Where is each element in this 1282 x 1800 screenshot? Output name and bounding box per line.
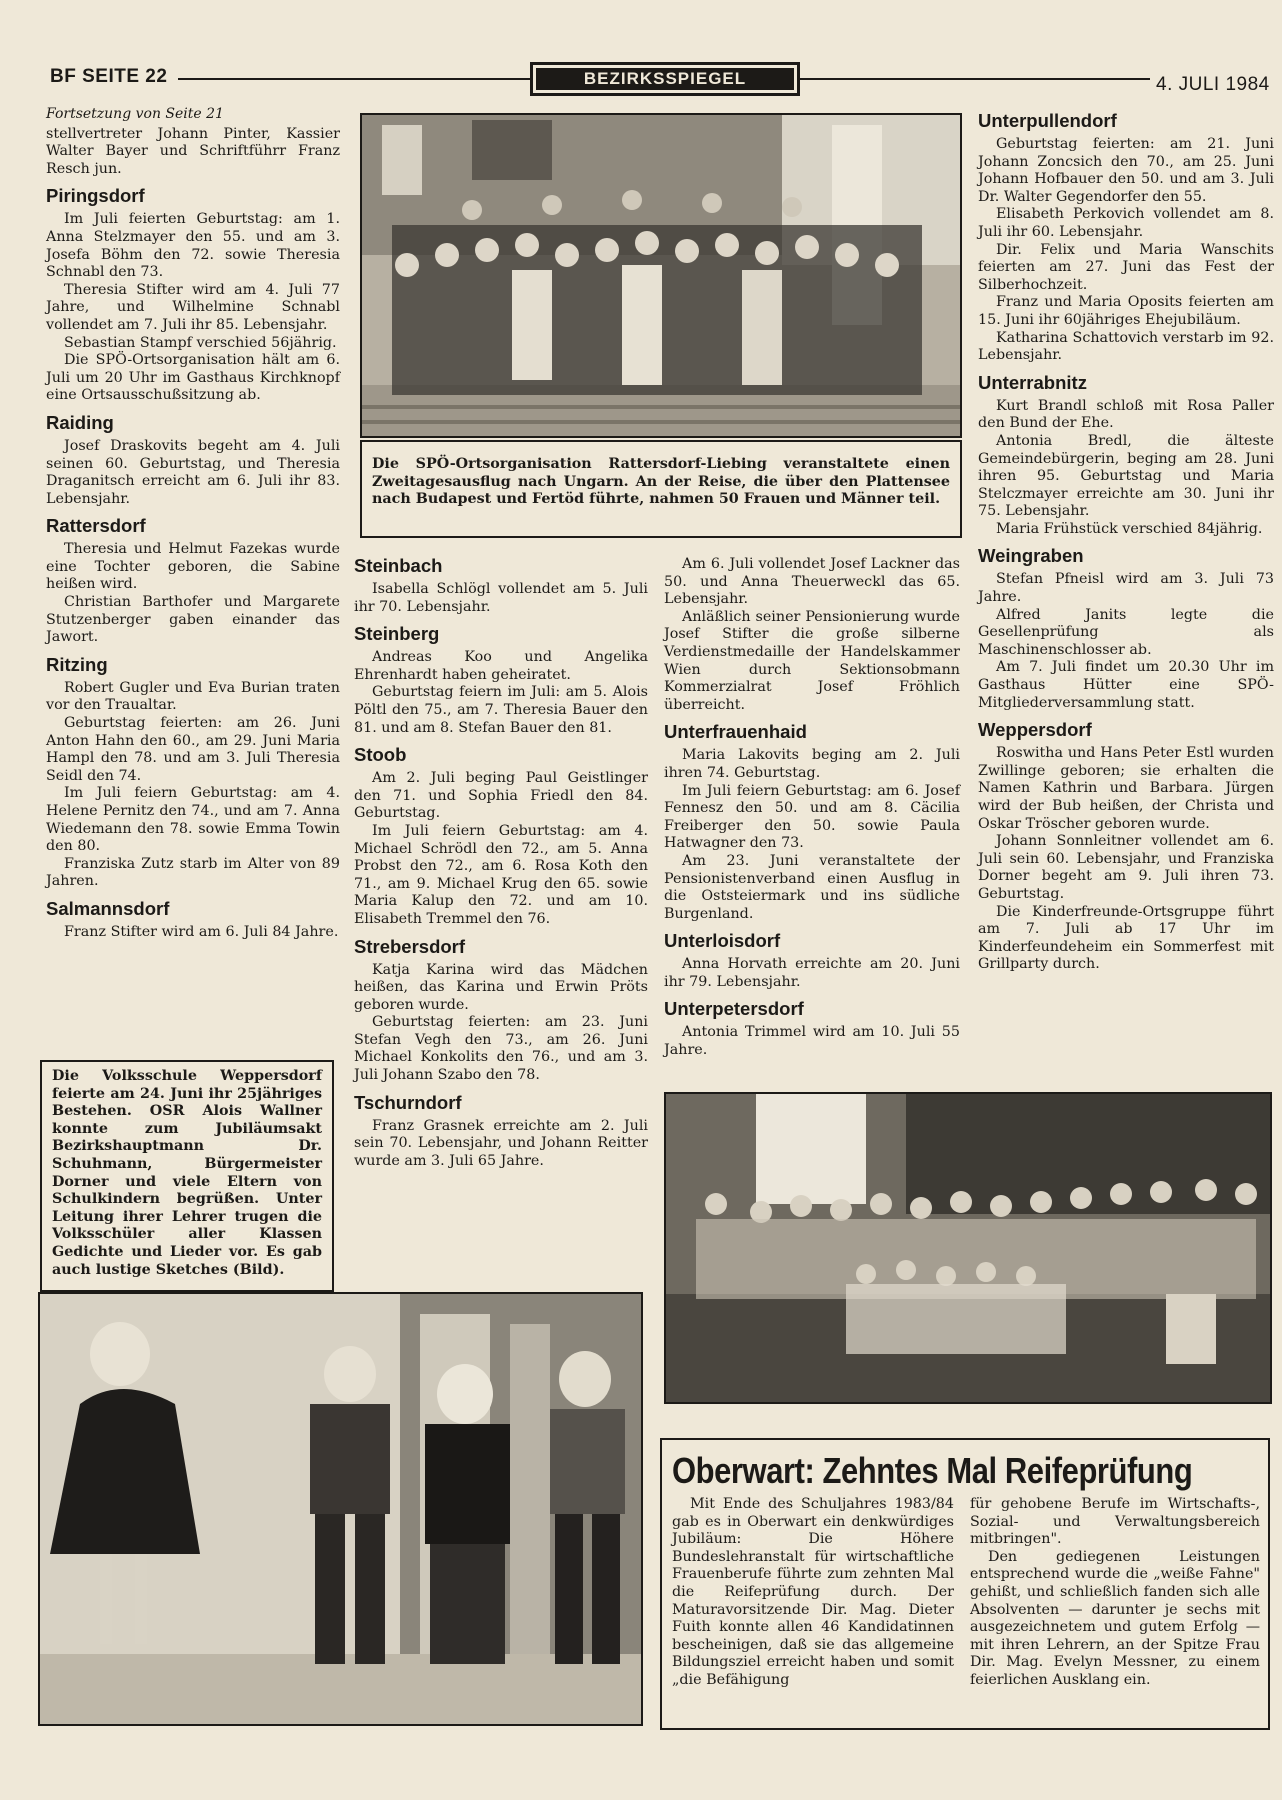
- paragraph: Johann Sonnleitner vollendet am 6. Juli sein 60. Lebensjahr, und Franziska Dorner begeht am 9. Juli ihren 73. Geburtstag.: [978, 833, 1274, 902]
- photo-graduates: [664, 1092, 1272, 1404]
- paragraph: Elisabeth Perkovich vollendet am 8. Juli ihr 60. Lebensjahr.: [978, 206, 1274, 240]
- photo-graduates-image: [666, 1094, 1272, 1404]
- heading-salmannsdorf: Salmannsdorf: [46, 897, 170, 919]
- heading-stoob: Stoob: [354, 744, 407, 766]
- heading-steinberg: Steinberg: [354, 623, 440, 645]
- paragraph: Alfred Janits legte die Gesellenprüfung als Maschinenschlosser ab.: [978, 606, 1274, 658]
- paragraph: Josef Draskovits begeht am 4. Juli seinen 60. Geburtstag, und Theresia Draganitsch erreicht am 6. Juli ihr 83. Lebensjahr.: [46, 437, 340, 507]
- paragraph: Christian Barthofer und Margarete Stutzenberger gaben einander das Jawort.: [46, 594, 340, 646]
- heading-unterfrauenhaid: Unterfrauenhaid: [664, 721, 807, 743]
- paragraph: Mit Ende des Schuljahres 1983/84 gab es in Oberwart ein denkwürdiges Jubiläum: Die Höhere Bundeslehranstalt für wirtschaftliche Frauenberufe führte zum zehnten Mal die Reifeprüfung durch. Der Maturavorsitzende Dir. Mag. Dieter Fuith konnte allen 46 Kandidatinnen bescheinigen, daß sie das allgemeine Bildungsziel erreicht haben und somit „die Befähigung: [672, 1496, 954, 1688]
- paragraph: Andreas Koo und Angelika Ehrenhardt haben geheiratet.: [354, 649, 648, 683]
- school-caption: Die Volksschule Weppersdorf feierte am 24. Juni ihr 25jähriges Bestehen. OSR Alois Wallner konnte zum Jubiläumsakt Bezirkshauptmann Dr. Schuhmann, Bürgermeister Dorner und viele Eltern von Schulkindern begrüßen. Unter Leitung ihrer Lehrer trugen die Volksschüler aller Klassen Gedichte und Lieder vor. Es gab auch lustige Sketches (Bild).: [40, 1060, 334, 1292]
- paragraph: Im Juli feiern Geburtstag: am 4. Helene Pernitz den 74., und am 7. Anna Wiedemann den 78. sowie Emma Towin den 80.: [46, 785, 340, 855]
- trip-caption: Die SPÖ-Ortsorganisation Rattersdorf-Liebing veranstaltete einen Zweitagesausflug nach Ungarn. An der Reise, die über den Plattensee nach Budapest und Fertöd führte, nahmen 50 Frauen und Männer teil.: [360, 440, 962, 538]
- paragraph: Anna Horvath erreichte am 20. Juni ihr 79. Lebensjahr.: [664, 956, 960, 990]
- paragraph: Sebastian Stampf verschied 56jährig.: [64, 334, 337, 351]
- heading-steinbach: Steinbach: [354, 555, 443, 576]
- paragraph: Dir. Felix und Maria Wanschits feierten am 27. Juni das Fest der Silberhochzeit.: [978, 241, 1274, 293]
- section-badge: [530, 62, 800, 96]
- heading-piringsdorf: Piringsdorf: [46, 185, 145, 207]
- paragraph: Franz Grasnek erreichte am 2. Juli sein 70. Lebensjahr, und Johann Reitter wurde am 3. Juli 65 Jahre.: [354, 1117, 648, 1169]
- page-date: 4. JULI 1984: [1156, 74, 1270, 95]
- paragraph: Die Kinderfreunde-Ortsgruppe führt am 7. Juli ab 17 Uhr im Kinderfeundeheim ein Sommerfest mit Grillparty durch.: [978, 903, 1274, 973]
- paragraph: Geburtstag feierten: am 23. Juni Stefan Vegh den 73., am 26. Juni Michael Konkolits den 76., und am 3. Juli Johann Szabo den 78.: [354, 1014, 648, 1084]
- paragraph: Katharina Schattovich verstarb im 92. Lebensjahr.: [978, 329, 1274, 364]
- paragraph: Robert Gugler und Eva Burian traten vor den Traualtar.: [46, 679, 340, 714]
- intro-text: stellvertreter Johann Pinter, Kassier Walter Bayer und Schriftführr Franz Resch jun.: [46, 125, 340, 177]
- paragraph: Am 6. Juli vollendet Josef Lackner das 50. und Anna Theuerweckl das 65. Lebensjahr.: [664, 556, 960, 608]
- page-label: BF SEITE 22: [50, 66, 168, 87]
- section-title: BEZIRKSSPIEGEL: [536, 68, 794, 90]
- oberwart-column-b: [970, 1496, 1260, 1690]
- paragraph: Franz Stifter wird am 6. Juli 84 Jahre.: [64, 923, 339, 940]
- paragraph: Franziska Zutz starb im Alter von 89 Jahren.: [46, 855, 340, 890]
- paragraph: Antonia Trimmel wird am 10. Juli 55 Jahre.: [664, 1024, 960, 1059]
- paragraph: Theresia Stifter wird am 4. Juli 77 Jahre, und Wilhelmine Schnabl vollendet am 7. Juli ihr 85. Lebensjahr.: [46, 281, 340, 333]
- paragraph: Die SPÖ-Ortsorganisation hält am 6. Juli um 20 Uhr im Gasthaus Kirchknopf eine Ortsausschußsitzung ab.: [46, 352, 340, 404]
- column-1: [46, 106, 340, 942]
- paragraph: Kurt Brandl schloß mit Rosa Paller den Bund der Ehe.: [978, 397, 1274, 432]
- paragraph: für gehobene Berufe im Wirtschafts-, Sozial- und Verwaltungsbereich mitbringen".: [970, 1496, 1260, 1548]
- oberwart-column-a: [672, 1496, 954, 1690]
- paragraph: Roswitha und Hans Peter Estl wurden Zwillinge geboren; sie erhalten die Namen Kathrin und Barbara. Jürgen wird der Bub heißen, der Christa und Oskar Tröscher geboren wurde.: [978, 745, 1274, 832]
- photo-school-children: [38, 1292, 643, 1726]
- paragraph: Am 23. Juni veranstaltete der Pensionistenverband einen Ausflug in die Oststeiermark und ins südliche Burgenland.: [664, 852, 960, 922]
- paragraph: Maria Lakovits beging am 2. Juli ihren 74. Geburtstag.: [664, 747, 960, 781]
- heading-unterpetersdorf: Unterpetersdorf: [664, 998, 804, 1020]
- heading-tschurndorf: Tschurndorf: [354, 1091, 462, 1113]
- paragraph: Franz und Maria Oposits feierten am 15. Juni ihr 60jähriges Ehejubiläum.: [978, 294, 1274, 328]
- paragraph: Im Juli feiern Geburtstag: am 4. Michael Schrödl den 72., am 5. Anna Probst den 72., am 6. Rosa Koth den 71., am 9. Michael Krug den 65. sowie Maria Kalup den 72. und am 10. Elisabeth Tremmel den 76.: [354, 822, 648, 927]
- heading-raiding: Raiding: [46, 411, 114, 433]
- paragraph: Isabella Schlögl vollendet am 5. Juli ihr 70. Lebensjahr.: [354, 581, 648, 615]
- paragraph: Geburtstag feiern im Juli: am 5. Alois Pöltl den 75., am 7. Theresia Bauer den 81. und am 8. Stefan Bauer den 81.: [354, 684, 648, 736]
- photo-group-trip-image: [362, 115, 962, 438]
- paragraph: Geburtstag feierten: am 26. Juni Anton Hahn den 60., am 29. Juni Maria Hampl den 78. und am 3. Juli Theresia Seidl den 74.: [46, 715, 340, 784]
- heading-weingraben: Weingraben: [978, 545, 1084, 567]
- paragraph: Katja Karina wird das Mädchen heißen, das Karina und Erwin Pröts geboren wurde.: [354, 961, 648, 1013]
- paragraph: Den gediegenen Leistungen entsprechend wurde die „weiße Fahne" gehißt, und schließlich fanden sich alle Absolventen — darunter je sechs mit ausgezeichnetem und gutem Erfolg — mit ihren Lehrern, an der Spitze Frau Dir. Mag. Evelyn Messner, zu einem feierlichen Ausklang ein.: [970, 1548, 1260, 1688]
- paragraph: Stefan Pfneisl wird am 3. Juli 73 Jahre.: [978, 571, 1274, 606]
- paragraph: Im Juli feierten Geburtstag: am 1. Anna Stelzmayer den 55. und am 3. Josefa Böhm den 72. sowie Theresia Schnabl den 73.: [46, 211, 340, 281]
- heading-unterrabnitz: Unterrabnitz: [978, 371, 1087, 393]
- paragraph: Anläßlich seiner Pensionierung wurde Josef Stifter die große silberne Verdienstmedaille der Handelskammer Wien durch Sektionsobmann Kommerzialrat Josef Fröhlich überreicht.: [664, 608, 960, 713]
- paragraph: Maria Frühstück verschied 84jährig.: [996, 520, 1263, 537]
- paragraph: Am 7. Juli findet um 20.30 Uhr im Gasthaus Hütter eine SPÖ-Mitgliederversammlung statt.: [978, 659, 1274, 711]
- column-4: [978, 110, 1274, 974]
- paragraph: Theresia und Helmut Fazekas wurde eine Tochter geboren, die Sabine heißen wird.: [46, 541, 340, 593]
- heading-unterpullendorf: Unterpullendorf: [978, 110, 1117, 131]
- column-3: [664, 556, 960, 1060]
- paragraph: Antonia Bredl, die älteste Gemeindebürgerin, beging am 28. Juni ihren 95. Geburtstag und Maria Stelczmayer erreichte am 30. Juni ihr 75. Lebensjahr.: [978, 432, 1274, 520]
- heading-rattersdorf: Rattersdorf: [46, 515, 146, 537]
- heading-unterloisdorf: Unterloisdorf: [664, 930, 781, 952]
- paragraph: Geburtstag feierten: am 21. Juni Johann Zoncsich den 70., am 25. Juni Johann Hofbauer den 50. und am 3. Juli Dr. Walter Gegendorfer den 55.: [978, 136, 1274, 205]
- continuation-note: Fortsetzung von Seite 21: [46, 106, 224, 122]
- paragraph: Am 2. Juli beging Paul Geistlinger den 71. und Sophia Friedl den 84. Geburtstag.: [354, 770, 648, 822]
- heading-weppersdorf: Weppersdorf: [978, 719, 1092, 741]
- heading-strebersdorf: Strebersdorf: [354, 935, 466, 957]
- photo-school-children-image: [40, 1294, 643, 1726]
- heading-ritzing: Ritzing: [46, 653, 108, 675]
- paragraph: Im Juli feiern Geburtstag: am 6. Josef Fennesz den 50. und am 8. Cäcilia Freiberger den 50. sowie Paula Hatwagner den 73.: [664, 782, 960, 852]
- column-2: [354, 548, 648, 1170]
- header-rule-right: [800, 78, 1150, 80]
- header-rule-left: [178, 78, 530, 80]
- oberwart-headline: Oberwart: Zehntes Mal Reifeprüfung: [672, 1450, 1193, 1491]
- photo-group-trip: [360, 113, 962, 438]
